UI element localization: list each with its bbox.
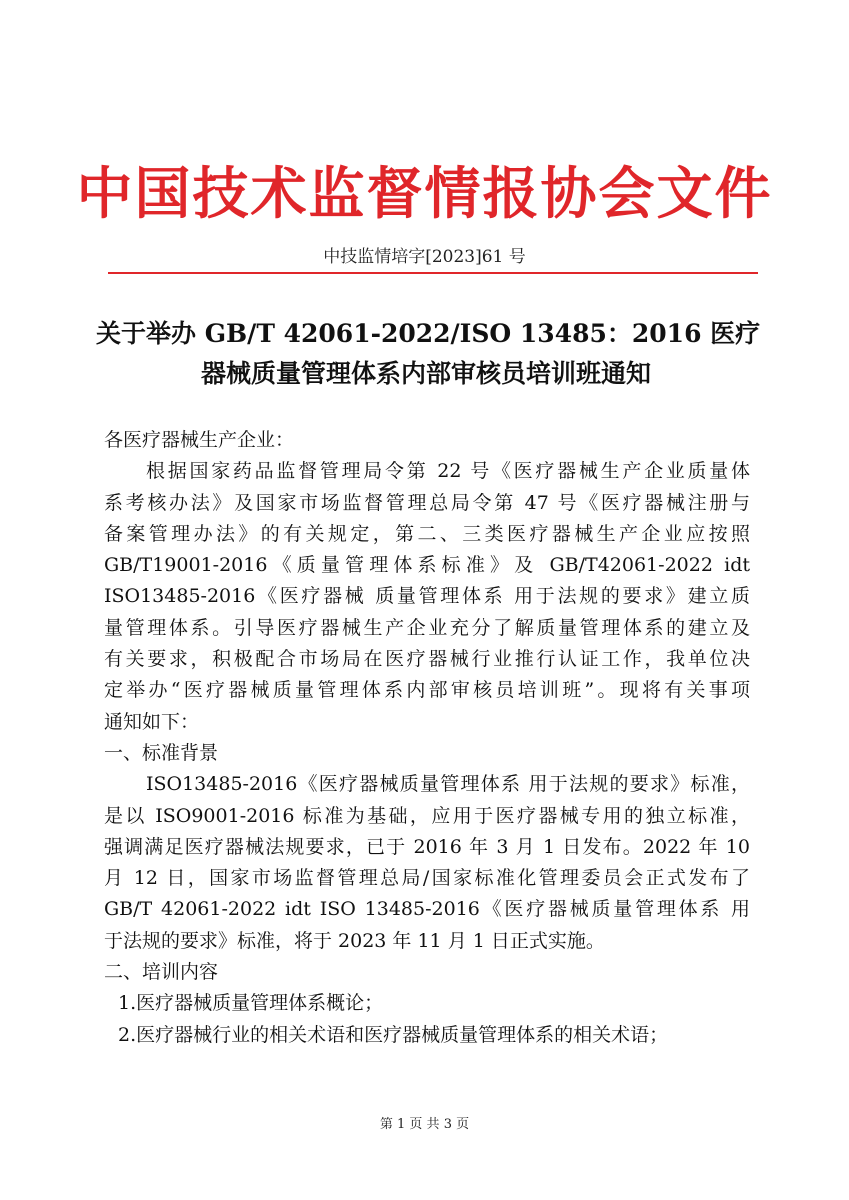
body-line: 系考核办法》及国家市场监督管理总局令第 47 号《医疗器械注册与	[104, 491, 750, 514]
red-divider	[108, 272, 758, 274]
notice-title-line-1: 关于举办 GB/T 42061-2022/ISO 13485：2016 医疗	[96, 319, 761, 348]
body-line: 定举办“医疗器械质量管理体系内部审核员培训班”。现将有关事项	[104, 679, 750, 702]
notice-body	[104, 425, 750, 1051]
body-line: ISO13485-2016《医疗器械 质量管理体系 用于法规的要求》建立质	[104, 585, 750, 608]
body-line: 有关要求，积极配合市场局在医疗器械行业推行认证工作，我单位决	[104, 648, 750, 671]
body-line: GB/T 42061-2022 idt ISO 13485-2016《医疗器械质量管理体系 用	[104, 898, 750, 921]
notice-title	[96, 314, 761, 394]
body-line: ISO13485-2016《医疗器械质量管理体系 用于法规的要求》标准，	[146, 773, 750, 796]
section-heading: 二、培训内容	[104, 961, 219, 984]
list-item: 2.医疗器械行业的相关术语和医疗器械质量管理体系的相关术语；	[118, 1023, 669, 1046]
body-line: 是以 ISO9001-2016 标准为基础，应用于医疗器械专用的独立标准，	[104, 804, 750, 827]
notice-title-line-2: 器械质量管理体系内部审核员培训班通知	[200, 359, 651, 388]
salutation: 各医疗器械生产企业：	[104, 429, 295, 451]
body-line: 量管理体系。引导医疗器械生产企业充分了解质量管理体系的建立及	[104, 616, 750, 639]
body-line: 通知如下：	[104, 710, 200, 733]
section-heading: 一、标准背景	[104, 741, 219, 764]
document-number: 中技监情培字[2023]61 号	[323, 247, 526, 267]
issuer-title: 中国技术监督情报协会文件	[76, 161, 773, 227]
body-line: GB/T19001-2016《质量管理体系标准》及 GB/T42061-2022 idt	[104, 554, 750, 577]
page-number: 第 1 页 共 3 页	[379, 1117, 470, 1132]
body-line: 备案管理办法》的有关规定，第二、三类医疗器械生产企业应按照	[104, 522, 750, 545]
body-line: 根据国家药品监督管理局令第 22 号《医疗器械生产企业质量体	[146, 460, 750, 483]
body-line: 强调满足医疗器械法规要求，已于 2016 年 3 月 1 日发布。2022 年 10	[104, 835, 750, 858]
body-line: 月 12 日，国家市场监督管理总局/国家标准化管理委员会正式发布了	[104, 867, 750, 890]
list-item: 1.医疗器械质量管理体系概论；	[118, 992, 384, 1015]
body-line: 于法规的要求》标准，将于 2023 年 11 月 1 日正式实施。	[104, 929, 605, 952]
